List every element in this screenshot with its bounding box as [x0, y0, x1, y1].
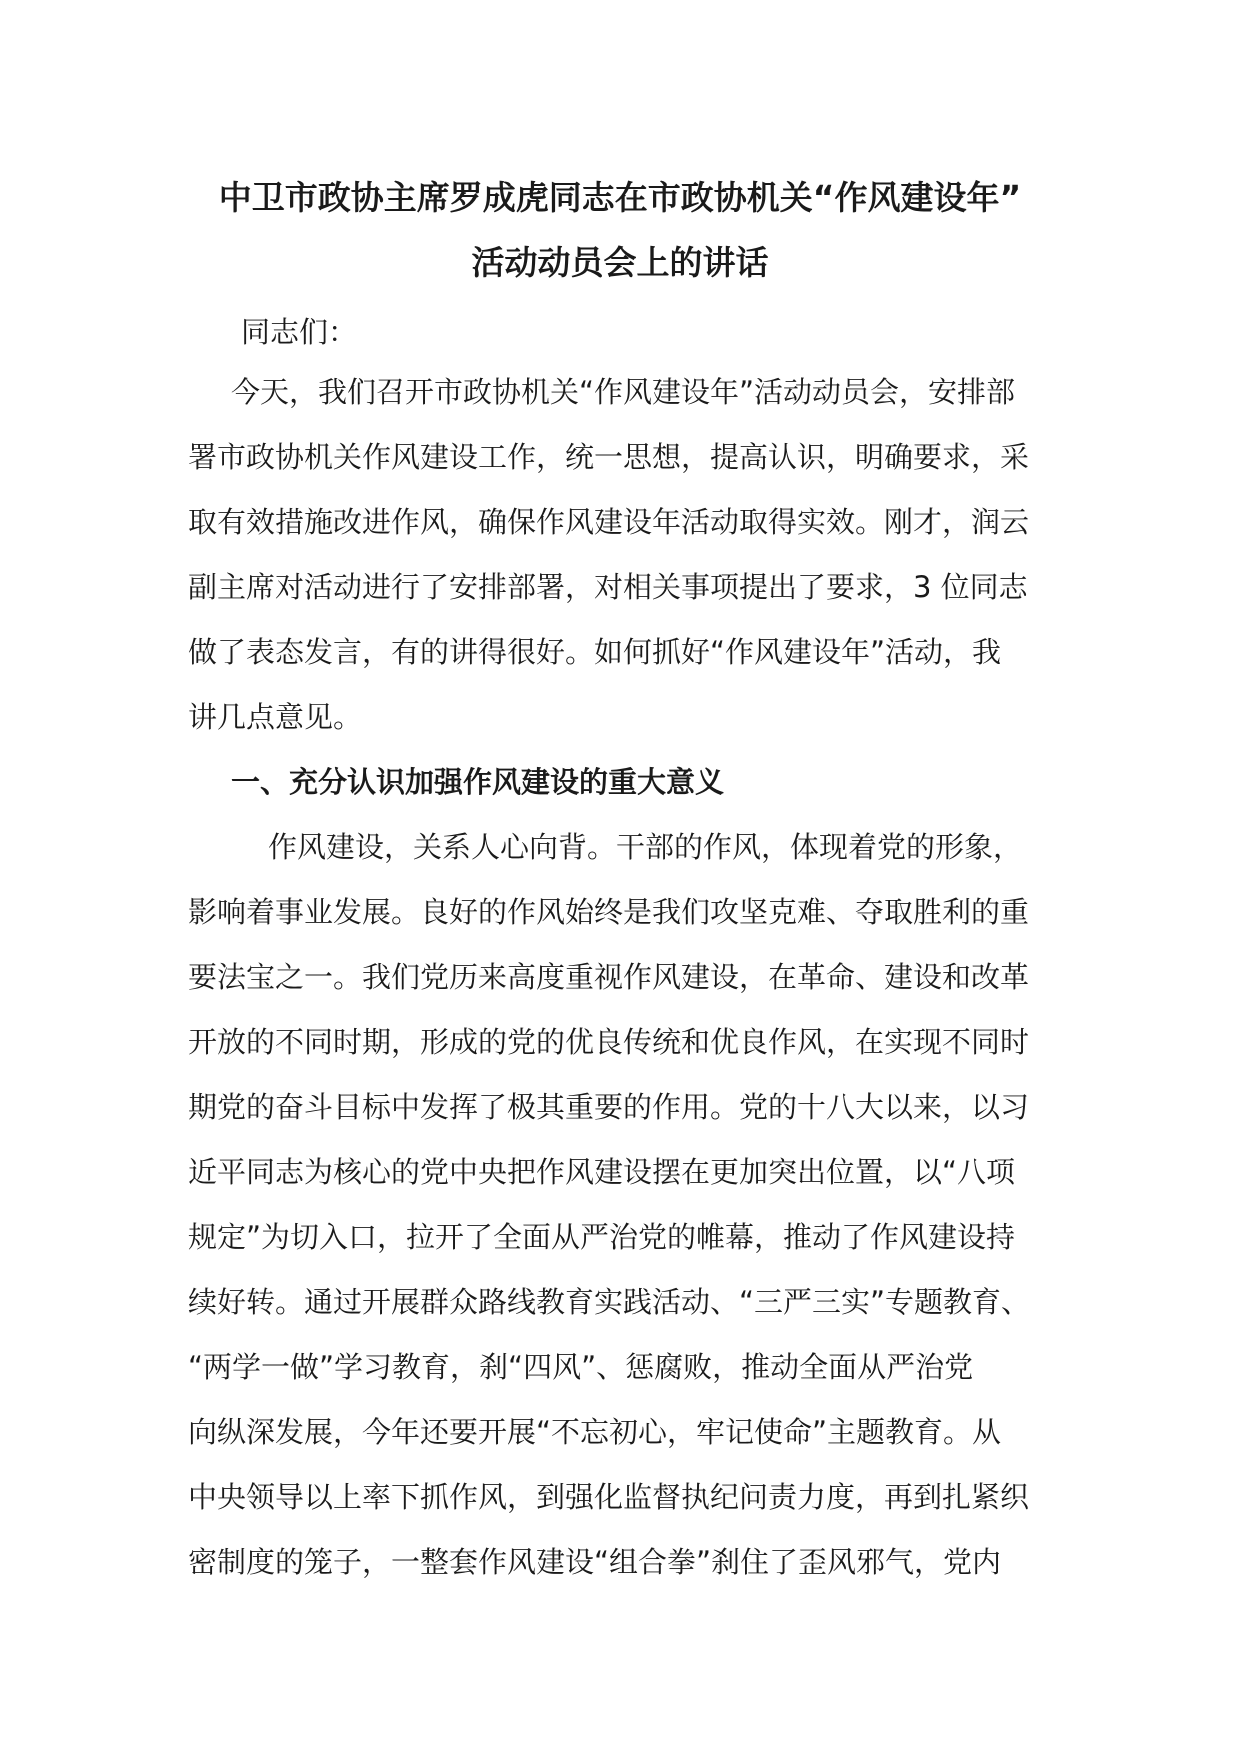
paragraph-line: 做了表态发言，有的讲得很好。如何抓好“作风建设年”活动，我: [188, 635, 1002, 669]
paragraph-line: 影响着事业发展。良好的作风始终是我们攻坚克难、夺取胜利的重: [188, 895, 1030, 929]
paragraph-line: 规定”为切入口，拉开了全面从严治党的帷幕，推动了作风建设持: [188, 1220, 1016, 1254]
paragraph-line: 作风建设，关系人心向背。干部的作风，体现着党的形象，: [268, 830, 1023, 864]
paragraph-line: 向纵深发展，今年还要开展“不忘初心，牢记使命”主题教育。从: [188, 1415, 1002, 1449]
paragraph-line: 近平同志为核心的党中央把作风建设摆在更加突出位置，以“八项: [188, 1155, 1016, 1189]
paragraph-line: 今天，我们召开市政协机关“作风建设年”活动动员会，安排部: [231, 375, 1016, 409]
section-heading: 一、充分认识加强作风建设的重大意义: [231, 765, 725, 799]
paragraph-line: 续好转。通过开展群众路线教育实践活动、“三严三实”专题教育、: [188, 1285, 1031, 1319]
paragraph-line: 副主席对活动进行了安排部署，对相关事项提出了要求，3 位同志: [188, 570, 1028, 604]
document-title-line-2: 活动动员会上的讲话: [471, 243, 769, 282]
paragraph-line: 取有效措施改进作风，确保作风建设年活动取得实效。刚才，润云: [188, 505, 1030, 539]
salutation: 同志们：: [241, 315, 358, 349]
paragraph-line: 期党的奋斗目标中发挥了极其重要的作用。党的十八大以来，以习: [188, 1090, 1030, 1124]
paragraph-line: 讲几点意见。: [188, 700, 363, 734]
paragraph-line: 密制度的笼子，一整套作风建设“组合拳”刹住了歪风邪气，党内: [188, 1545, 1002, 1579]
document-title-line-1: 中卫市政协主席罗成虎同志在市政协机关“作风建设年”: [218, 178, 1022, 217]
paragraph-line: 中央领导以上率下抓作风，到强化监督执纪问责力度，再到扎紧织: [188, 1480, 1030, 1514]
paragraph-line: 开放的不同时期，形成的党的优良传统和优良作风，在实现不同时: [188, 1025, 1030, 1059]
paragraph-line: “两学一做”学习教育，刹“四风”、惩腐败，推动全面从严治党: [188, 1350, 974, 1384]
paragraph-line: 要法宝之一。我们党历来高度重视作风建设，在革命、建设和改革: [188, 960, 1030, 994]
paragraph-line: 署市政协机关作风建设工作，统一思想，提高认识，明确要求，采: [188, 440, 1030, 474]
